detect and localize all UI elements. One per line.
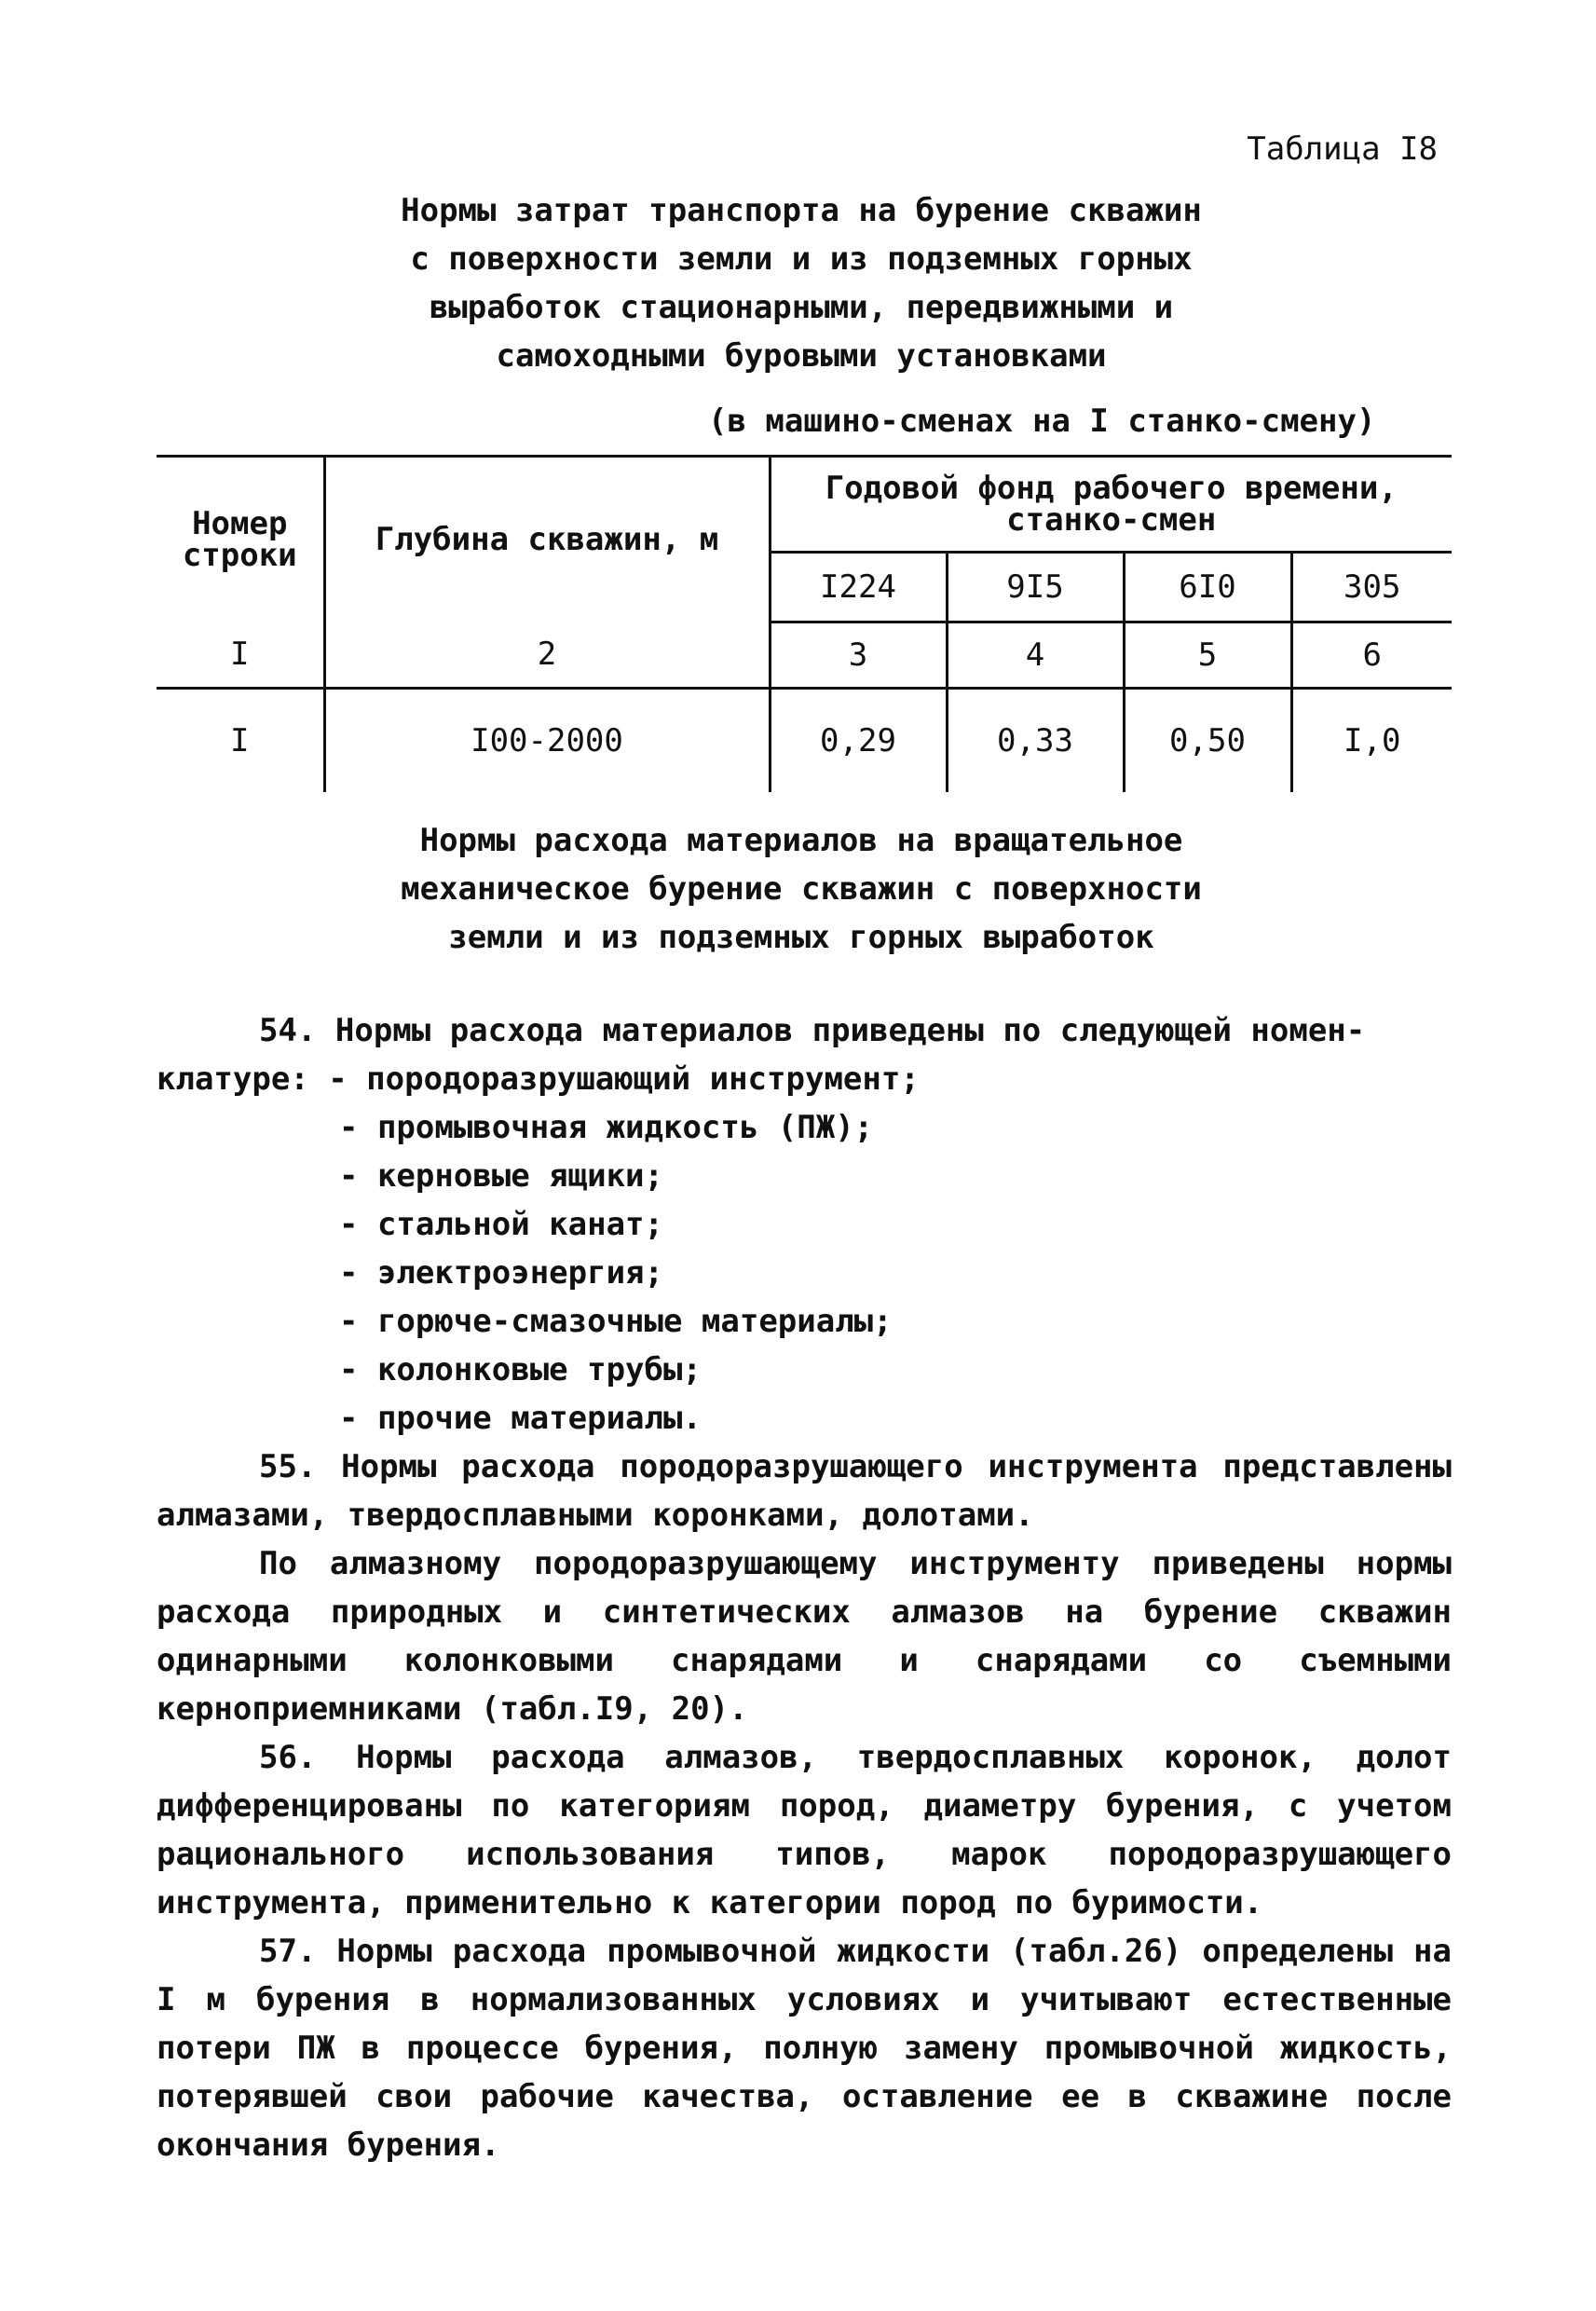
list-item: - прочие материалы. xyxy=(339,1400,702,1437)
title-line: земли и из подземных горных выработок xyxy=(448,919,1154,956)
header-depth: Глубина скважин, м xyxy=(324,457,770,622)
cell-value: 0,50 xyxy=(1124,689,1291,793)
list-item: - промывочная жидкость (ПЖ); xyxy=(339,1109,874,1146)
body-text xyxy=(157,1006,1452,2169)
title-line: механическое бурение скважин с поверхности xyxy=(401,870,1202,908)
col-number: I xyxy=(157,622,324,689)
col-number: 3 xyxy=(770,622,947,689)
paragraph-55: 55. Нормы расхода породоразрушающего инструмента представлены алмазами, твердосплавными коронками, долотами. xyxy=(157,1448,1452,1534)
table-title xyxy=(149,186,1453,380)
cell-value: 0,33 xyxy=(947,689,1124,793)
paragraph-55b: По алмазному породоразрушающему инструменту приведены нормы расхода природных и синтетических алмазов на бурение скважин одинарными колонковыми снарядами и снарядами со съемными керноприемниками (табл.I9, 20). xyxy=(157,1545,1452,1728)
col-number: 4 xyxy=(947,622,1124,689)
header-fund-1224: I224 xyxy=(770,553,947,622)
units-note: (в машино-сменах на I станко-смену) xyxy=(708,403,1376,440)
list-item: - керновые ящики; xyxy=(339,1157,663,1195)
header-fund-915: 9I5 xyxy=(947,553,1124,622)
list-item: клатуре: - породоразрушающий инструмент; xyxy=(157,1060,920,1098)
title-line: Нормы затрат транспорта на бурение скважин xyxy=(401,192,1202,229)
title-line: Нормы расхода материалов на вращательное xyxy=(419,822,1183,859)
title-line: с поверхности земли и из подземных горных xyxy=(410,240,1193,278)
header-fund-305: 305 xyxy=(1291,553,1452,622)
paragraph-56: 56. Нормы расхода алмазов, твердосплавных коронок, долот дифференцированы по категориям пород, диаметру бурения, с учетом рационального использования типов, марок породоразрушающего инструмента, применительно к категории пород по буримости. xyxy=(157,1739,1452,1921)
title-line: самоходными буровыми установками xyxy=(496,337,1107,375)
col-number: 2 xyxy=(324,622,770,689)
list-item: - колонковые трубы; xyxy=(339,1351,702,1388)
section-title xyxy=(149,816,1453,962)
header-row-no: Номер строки xyxy=(157,457,324,622)
title-line: выработок стационарными, передвижными и xyxy=(429,289,1174,326)
paragraph-54-line1: 54. Нормы расхода материалов приведены по следующей номен- xyxy=(259,1012,1366,1049)
paragraph-57: 57. Нормы расхода промывочной жидкости (табл.26) определены на I м бурения в нормализованных условиях и учитывают естественные потери ПЖ в процессе бурения, полную замену промывочной жидкость, потерявшей свои рабочие качества, оставление ее в скважине после окончания бурения. xyxy=(157,1933,1452,2164)
transport-norms-table xyxy=(157,455,1452,792)
list-item: - электроэнергия; xyxy=(339,1254,663,1292)
header-fund-610: 6I0 xyxy=(1124,553,1291,622)
table-row xyxy=(157,689,1452,793)
cell-row-no: I xyxy=(230,722,250,759)
materials-list xyxy=(157,1055,1452,1443)
cell-value: I,0 xyxy=(1291,689,1452,793)
cell-depth: I00-2000 xyxy=(324,689,770,793)
cell-value: 0,29 xyxy=(770,689,947,793)
col-number: 6 xyxy=(1291,622,1452,689)
col-number: 5 xyxy=(1124,622,1291,689)
table-number: Таблица I8 xyxy=(1247,130,1438,168)
header-fund: Годовой фонд рабочего времени, станко-смен xyxy=(770,457,1452,553)
list-item: - стальной канат; xyxy=(339,1206,663,1243)
list-item: - горюче-смазочные материалы; xyxy=(339,1303,893,1340)
